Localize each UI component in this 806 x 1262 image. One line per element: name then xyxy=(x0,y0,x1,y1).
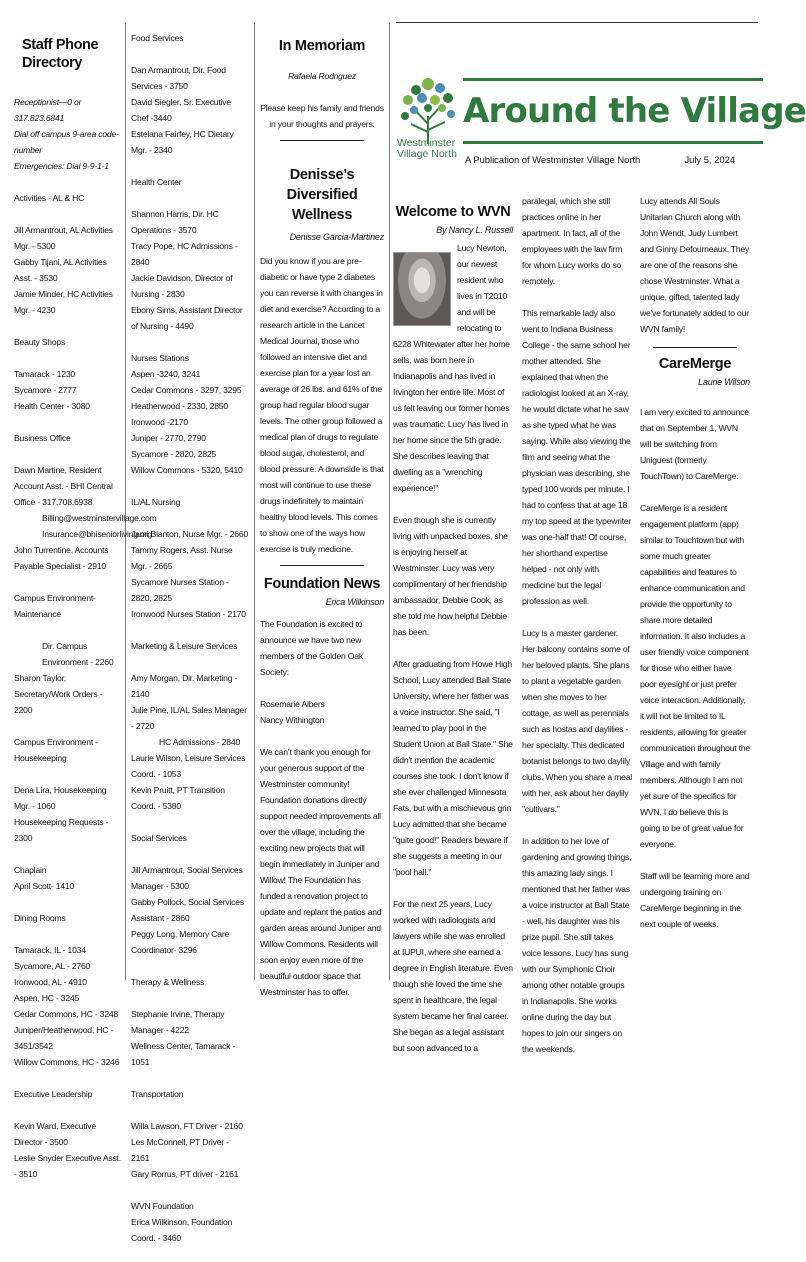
caremerge-byline: Laurie Wilson xyxy=(698,377,750,387)
directory-column-2 xyxy=(131,30,249,1262)
directory-entry: Ebony Sims, Assistant Director of Nursing - 4490 xyxy=(131,305,243,331)
directory-group xyxy=(131,670,249,814)
wellness-byline: Denisse Garcia-Martinez xyxy=(289,232,384,242)
directory-group xyxy=(131,974,249,990)
directory-entry: Peggy Long, Memory Care Coordinator- 3296 xyxy=(131,929,230,955)
directory-entry: Tamarack, IL - 1034 xyxy=(14,945,86,955)
column-divider xyxy=(254,22,255,980)
directory-entry: Emergencies: Dial 9-9-1-1 xyxy=(14,161,109,171)
directory-group xyxy=(131,1118,249,1182)
welcome-paragraph: Lucy attends All Souls Unitarian Church along with John Wendt, Judy Lumbert and Ginny Defourneaux. They are one of the reasons she chose Westminster. What a unique, gifted, talented lady we've fortunately added to our WVN family! xyxy=(640,196,750,334)
publication-line xyxy=(465,154,765,165)
memoriam-text: Please keep his family and friends in your thoughts and prayers. xyxy=(260,103,384,129)
foundation-member: Nancy Withington xyxy=(260,715,325,725)
directory-entry: Jill Armantrout, AL Activities Mgr. - 5300 xyxy=(14,225,113,251)
divider xyxy=(280,140,364,141)
logo-text: Westminster Village North xyxy=(397,137,457,160)
directory-entry: Ironwood, AL - 4910 xyxy=(14,977,87,987)
directory-entry: Gary Rorrus, PT driver - 2161 xyxy=(131,1169,239,1179)
welcome-paragraph: In addition to her love of gardening and growing things, this amazing lady sings. I mentioned that her father was a voice instructor at Ball State - well, his daughter was his prize pupil. She still takes voice lessons. Lucy has sung with our Symphonic Choir among other notable groups in Indianapolis. She works online during the day but hopes to join our singers on the weekends. xyxy=(522,836,632,1054)
newsletter-title-box xyxy=(463,78,806,144)
directory-entry: Tammy Rogers, Asst. Nurse Mgr. - 2665 xyxy=(131,545,233,571)
directory-entry: Nurses Stations xyxy=(131,353,189,363)
article-column-5 xyxy=(522,193,632,1057)
directory-entry: David Siegler, Sr. Executive Chef -3440 xyxy=(131,97,231,123)
directory-entry: Sycamore - 2820, 2825 xyxy=(131,449,217,459)
caremerge-paragraph: CareMerge is a resident engagement platform (app) similar to Touchtown but with some much greater capabilities and features to enhance communication and provide the opportunity to share more detailed information. It also includes a user friendly voice component for those who either have poor eyesight or just prefer voice interaction. Additionally, it will not be limited to IL residents, allowing for greater communication throughout the Village and with family members. Although I am not yet sure of the specifics for WVN, I do believe this is going to be of great value for everyone. xyxy=(640,503,751,849)
directory-entry: Willow Commons - 5320, 5410 xyxy=(131,465,243,475)
masthead xyxy=(393,58,806,198)
directory-entry: Health Center - 3080 xyxy=(14,401,90,411)
directory-entry: Juniper/Heatherwood, HC - 3451/3542 xyxy=(14,1025,114,1051)
directory-group xyxy=(14,638,122,718)
directory-group xyxy=(131,174,249,190)
directory-entry: Kevin Pruitt, PT Transition Coord. - 5380 xyxy=(131,785,225,811)
top-rule xyxy=(396,22,758,23)
caremerge-title: CareMerge xyxy=(658,356,732,372)
directory-entry: Laurie Wilson, Leisure Services Coord. - 1053 xyxy=(131,753,246,779)
foundation-intro: The Foundation is excited to announce we have two new members of the Golden Oak Society: xyxy=(260,619,363,677)
directory-group xyxy=(14,942,122,1070)
directory-group xyxy=(131,30,249,46)
divider xyxy=(653,347,737,348)
directory-entry: Chaplain xyxy=(14,865,47,875)
directory-entry: Campus Environment - Housekeeping xyxy=(14,737,98,763)
directory-entry: Leslie Snyder Executive Asst. - 3510 xyxy=(14,1153,121,1179)
directory-group xyxy=(14,222,122,318)
foundation-member: Rosemarie Albers xyxy=(260,699,325,709)
directory-entry: Dan Armantrout, Dir. Food Services - 3750 xyxy=(131,65,226,91)
directory-group xyxy=(14,366,122,414)
directory-entry: Juniper - 2770, 2790 xyxy=(131,433,206,443)
directory-entry: Health Center xyxy=(131,177,182,187)
directory-entry: Ironwood Nurses Station - 2170 xyxy=(131,609,246,619)
directory-entry: Billing@westminstervillage.com xyxy=(42,513,157,523)
directory-entry: Transportation xyxy=(131,1089,184,1099)
directory-entry: Insurance@bhiseniorliving.org xyxy=(42,529,152,539)
directory-entry: Ironwood -2170 xyxy=(131,417,188,427)
directory-entry: Beauty Shops xyxy=(14,337,66,347)
directory-entry: Sycamore, AL - 2760 xyxy=(14,961,91,971)
directory-group xyxy=(14,94,122,174)
foundation-title: Foundation News xyxy=(263,576,381,592)
directory-group xyxy=(14,862,122,894)
directory-entry: Jackie Davidson, Director of Nursing - 2830 xyxy=(131,273,233,299)
issue-date: July 5, 2024 xyxy=(684,154,735,165)
directory-entry: John Turrentine, Accounts Payable Specialist - 2910 xyxy=(14,545,109,571)
directory-title: Staff Phone Directory xyxy=(22,37,99,71)
welcome-byline: By Nancy L. Russell xyxy=(436,225,513,235)
wellness-body: Did you know if you are pre-diabetic or have type 2 diabetes you can reverse it with changes in diet and exercise? According to a research article in the Lancet Medical Journal, those who followed an intensive diet and exercise plan for a year lost an average of 26 lbs. and 61% of the group had regular blood sugar levels. The other group followed a medical plan of drugs to regulate blood sugar, cholesterol, and blood pressure. A downside is that most will continue to use these drugs indefinitely to maintain healthy blood levels. This comes to show one of the ways how exercise is truly medicine. xyxy=(260,256,384,554)
welcome-title: Welcome to WVN xyxy=(395,204,511,220)
directory-group xyxy=(14,190,122,206)
directory-entry: Jami Blanton, Nurse Mgr. - 2660 xyxy=(131,529,249,539)
caremerge-paragraph: I am very excited to announce that on September 1, WVN will be switching from Uniguest (formerly TouchTown) to CareMerge. xyxy=(640,407,749,481)
directory-entry: Cedar Commons, HC - 3248 xyxy=(14,1009,119,1019)
welcome-paragraph: Even though she is currently living with unpacked boxes, she is enjoying herself at Westminster. Lucy was very complimentary of her friendship ambassador, Debbie Cook, as she told me how helpful Debbie has been. xyxy=(393,515,508,637)
directory-entry: Sharon Taylor, Secretary/Work Orders - 2200 xyxy=(14,673,103,715)
directory-entry: Tracy Pope, HC Admissions - 2840 xyxy=(131,241,238,267)
directory-entry: Heatherwood - 2330, 2850 xyxy=(131,401,228,411)
directory-entry: April Scott- 1410 xyxy=(14,881,75,891)
directory-entry: Erica Wilkinson, Foundation Coord. - 3460 xyxy=(131,1217,233,1243)
directory-entry: Dir. Campus Environment - 2260 xyxy=(42,641,114,667)
foundation-byline: Erica Wilkinson xyxy=(325,597,384,607)
newsletter-title: Around the Village xyxy=(463,91,806,131)
directory-group xyxy=(14,1118,122,1182)
directory-group xyxy=(14,334,122,350)
directory-entry: Therapy & Wellness xyxy=(131,977,205,987)
directory-entry: Dining Rooms xyxy=(14,913,66,923)
directory-entry: Jamie Minder, HC Activities Mgr. - 4230 xyxy=(14,289,113,315)
directory-group xyxy=(131,494,249,510)
directory-group xyxy=(131,1198,249,1246)
directory-entry: Campus Environment-Maintenance xyxy=(14,593,96,619)
directory-entry: Tamarack - 1230 xyxy=(14,369,76,379)
directory-entry: Executive Leadership xyxy=(14,1089,93,1099)
directory-entry: Les McConnell, PT Driver - 2161 xyxy=(131,1137,229,1163)
directory-entry: Receptionist—0 or 317.823.6841 xyxy=(14,97,82,123)
memoriam-name: Rafaela Rodriguez xyxy=(288,71,356,81)
directory-entry: Dial off campus 9-area code-number xyxy=(14,129,119,155)
resident-photo xyxy=(393,252,451,326)
foundation-body: We can’t thank you enough for your generous support of the Westminster community! Foundation donations directly support needed improvements all over the village, including the exciting new projects that will begin immediately in Juniper and Willow! The Foundation has funded a renovation project to update and replant the patios and garden areas around Juniper and Willow Commons. Residents will soon enjoy even more of the beautiful outdoor space that Westminster has to offer. xyxy=(260,747,382,997)
column-divider xyxy=(125,22,126,980)
directory-group xyxy=(14,910,122,926)
directory-group xyxy=(14,590,122,622)
directory-group xyxy=(14,430,122,446)
directory-group xyxy=(131,350,249,478)
directory-entry: Gabby Pollock, Social Services Assistant - 2860 xyxy=(131,897,244,923)
directory-entry: IL/AL Nursing xyxy=(131,497,181,507)
column-divider xyxy=(389,22,390,980)
directory-list-2 xyxy=(131,30,249,1246)
directory-entry: HC Admissions - 2840 xyxy=(159,737,241,747)
directory-entry: Activities - AL & HC xyxy=(14,193,85,203)
directory-group xyxy=(131,1006,249,1070)
directory-group xyxy=(14,734,122,766)
directory-entry: Food Services xyxy=(131,33,184,43)
directory-group xyxy=(131,1086,249,1102)
publication-name: A Publication of Westminster Village North xyxy=(465,154,641,165)
directory-entry: Willa Lawson, FT Driver - 2160 xyxy=(131,1121,243,1131)
wellness-title: Denisse’s Diversified Wellness xyxy=(286,167,358,223)
directory-group xyxy=(14,782,122,846)
welcome-paragraph: Lucy is a master gardener. Her balcony contains some of her beloved plants. She plans to plant a vegetable garden when she moves to her cottage, as well as perennials such as hostas and daylilies - her specialty. This dedicated botanist belongs to two daylily clubs. When you share a meal with her, ask about her daylily "cultivars." xyxy=(522,628,632,814)
welcome-paragraph: After graduating from Howe High School, Lucy attended Ball State University, where her father was a voice instructor. She said, "I learned to play pool in the Student Union at Ball State." She didn't mention the academic courses she took. I don't know if she ever challenged Minnesota Fats, but with a mischievous grin Lucy admitted that she became "quite good!" Readers beware if she suggests a meeting in our "pool hall." xyxy=(393,659,513,877)
directory-entry: Kevin Ward, Executive Director - 3500 xyxy=(14,1121,96,1147)
directory-entry: Marketing & Leisure Services xyxy=(131,641,238,651)
directory-entry: Housekeeping Requests - 2300 xyxy=(14,817,109,843)
directory-entry: Stephanie Irvine, Therapy Manager - 4222 xyxy=(131,1009,225,1035)
directory-entry: Jill Armantrout, Social Services Manager - 5300 xyxy=(131,865,243,891)
directory-entry: Dena Lira, Housekeeping Mgr. - 1060 xyxy=(14,785,107,811)
directory-entry: Sycamore Nurses Station - 2820, 2825 xyxy=(131,577,229,603)
directory-entry: Shannon Harris, Dir. HC Operations - 3570 xyxy=(131,209,219,235)
directory-entry: Aspen -3240, 3241 xyxy=(131,369,201,379)
memoriam-title: In Memoriam xyxy=(278,38,366,54)
directory-entry: Aspen, HC - 3245 xyxy=(14,993,80,1003)
caremerge-paragraph: Staff will be learning more and undergoing training on CareMerge beginning in the next couple of weeks. xyxy=(640,871,750,929)
directory-entry: Amy Morgan, Dir. Marketing - 2140 xyxy=(131,673,238,699)
directory-entry: Business Office xyxy=(14,433,71,443)
divider xyxy=(280,565,364,566)
directory-entry: Social Services xyxy=(131,833,187,843)
directory-entry: Gabby Tijani, AL Activities Asst. - 3530 xyxy=(14,257,107,283)
directory-group xyxy=(14,1086,122,1102)
directory-entry: Willow Commons, HC - 3246 xyxy=(14,1057,120,1067)
directory-group xyxy=(131,62,249,158)
article-column-3 xyxy=(260,30,384,1000)
directory-entry: Julie Pine, IL/AL Sales Manager - 2720 xyxy=(131,705,247,731)
welcome-paragraph: Lucy Newton, our newest resident who lives in T2010 and will be relocating to 6228 Whitewater after her home sells, was born here in Indianapolis and has lived in Irvington her entire life. Most of us felt leaving our former homes was traumatic. Lucy has lived in her home since the 5th grade. She describes leaving that dwelling as a "wrenching experience!" xyxy=(393,243,510,493)
directory-entry: Estelana Fairfey, HC Dietary Mgr. - 2340 xyxy=(131,129,234,155)
article-column-6 xyxy=(640,193,750,932)
welcome-paragraph: This remarkable lady also went to Indiana Business College - the same school her mother attended. She explained that when the radiologist looked at an X-ray, he would dictate what he saw as she typed what he was saying. While also viewing the film and seeing what the physician was describing, she typed 100 words per minute. I had to confess that at age 18 my top speed at the typewriter was one-half that! Of course, her shorthand expertise helped - not only with medicine but the legal profession as well. xyxy=(522,308,632,606)
welcome-paragraph: paralegal, which she still practices online in her apartment. In fact, all of the employees with the law firm for whom Lucy works do so remotely. xyxy=(522,196,623,286)
directory-group xyxy=(131,526,249,622)
directory-group xyxy=(131,862,249,958)
directory-entry: Cedar Commons - 3297, 3295 xyxy=(131,385,242,395)
directory-entry: Wellness Center, Tamarack - 1051 xyxy=(131,1041,236,1067)
directory-entry: Sycamore - 2777 xyxy=(14,385,77,395)
directory-entry: Dawn Martine, Resident Account Asst. - BHI Central Office - 317.708.6938 xyxy=(14,465,113,507)
article-column-4 xyxy=(393,202,513,1056)
directory-group xyxy=(131,830,249,846)
directory-entry: WVN Foundation xyxy=(131,1201,194,1211)
directory-group xyxy=(131,206,249,334)
directory-group xyxy=(131,638,249,654)
welcome-paragraph: For the next 25 years, Lucy worked with radiologists and lawyers while she was enrolled at IUPUI, where she earned a degree in English literature. Even though she loved the time she spent in healthcare, the legal system became her final career. She began as a legal assistant but soon advanced to a xyxy=(393,899,513,1053)
